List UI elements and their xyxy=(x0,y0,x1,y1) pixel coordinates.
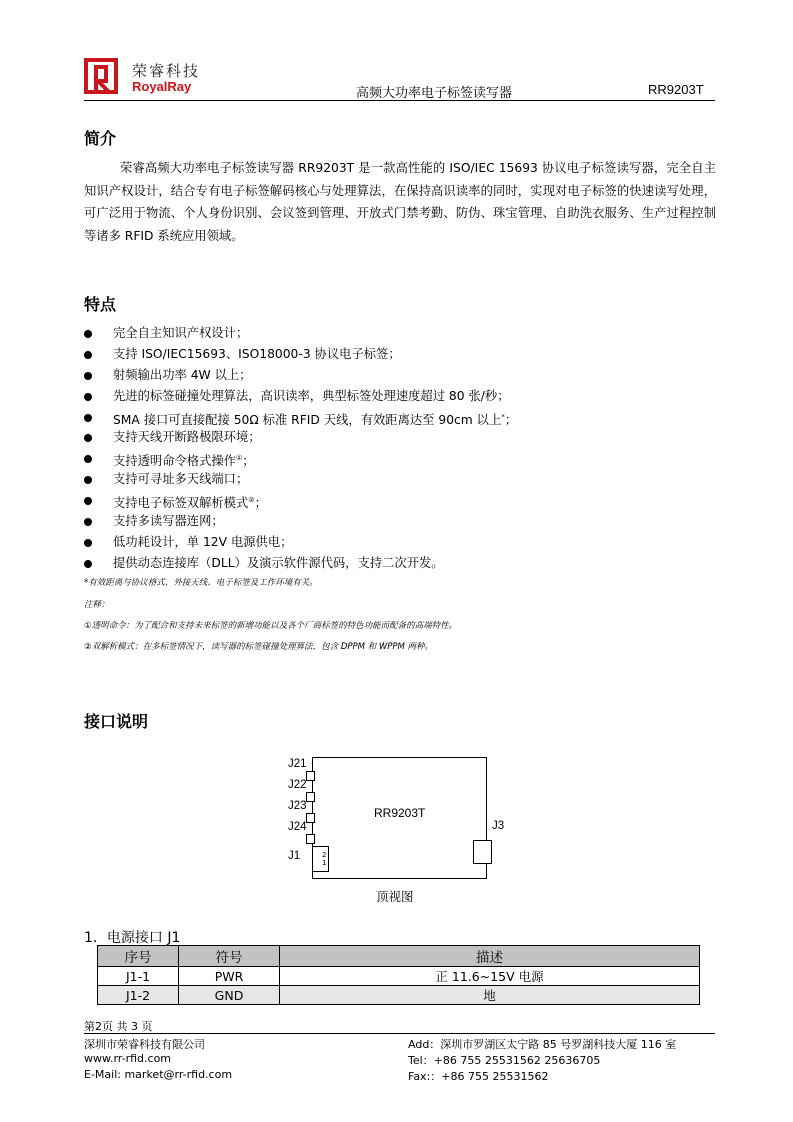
list-item: 支持电子标签双解析模式②； xyxy=(84,490,724,511)
table-header-cell: 符号 xyxy=(179,946,280,967)
bullet-icon xyxy=(84,560,92,568)
note-label: 注释： xyxy=(84,600,110,610)
bullet-icon xyxy=(84,497,92,505)
board-label: RR9203T xyxy=(374,806,426,820)
footer-divider xyxy=(84,1033,715,1034)
header-divider xyxy=(84,100,715,101)
table-header-cell: 描述 xyxy=(280,946,700,967)
table-cell: J1-1 xyxy=(98,967,179,986)
list-item: 先进的标签碰撞处理算法，高识读率，典型标签处理速度超过 80 张/秒； xyxy=(84,386,724,407)
j3-label: J3 xyxy=(492,820,505,832)
j24-label: J24 xyxy=(288,821,307,833)
table-row xyxy=(98,986,700,1005)
bullet-icon xyxy=(84,476,92,484)
bullet-icon xyxy=(84,414,92,422)
table-cell: PWR xyxy=(179,967,280,986)
j24-connector xyxy=(306,834,315,844)
note-2: ②双解析模式：在多标签情况下，读写器的标签碰撞处理算法，包含 DPPM 和 WPPM 两种。 xyxy=(84,642,434,652)
model-number: RR9203T xyxy=(648,82,704,97)
footer-website[interactable]: www.rr-rfid.com xyxy=(84,1052,172,1065)
footer-address: Add：深圳市罗湖区太宁路 85 号罗湖科技大厦 116 室 xyxy=(408,1038,677,1051)
power-interface-table xyxy=(97,945,700,1005)
diagram-caption: 顶视图 xyxy=(376,889,414,904)
bullet-icon xyxy=(84,455,92,463)
table-header-row xyxy=(98,946,700,967)
j1-pin-1: 1 xyxy=(322,859,327,867)
j21-connector xyxy=(306,771,315,781)
bullet-icon xyxy=(84,539,92,547)
features-heading: 特点 xyxy=(84,295,117,314)
footer-email[interactable]: E-Mail: market@rr-rfid.com xyxy=(84,1068,233,1081)
j21-label: J21 xyxy=(288,758,307,770)
list-item: 支持透明命令格式操作①； xyxy=(84,448,724,469)
bullet-icon xyxy=(84,518,92,526)
intro-paragraph: 荣睿高频大功率电子标签读写器 RR9203T 是一款高性能的 ISO/IEC 15693 协议电子标签读写器，完全自主知识产权设计，结合专有电子标签解码核心与处理算法，在保持高识读率的同时，实现对电子标签的快速读写处理，可广泛用于物流、个人身份识别、会议签到管理、开放式门禁考勤、防伪、珠宝管理、自助洗衣服务、生产过程控制等诸多 RFID 系统应用领域。 xyxy=(84,161,716,243)
company-name-en: RoyalRay xyxy=(132,79,192,94)
table-cell: J1-2 xyxy=(98,986,179,1005)
footer-fax: Fax:：+86 755 25531562 xyxy=(408,1070,549,1083)
bullet-icon xyxy=(84,434,92,442)
j1-connector xyxy=(312,846,329,872)
list-item: 支持多读写器连网； xyxy=(84,511,724,532)
intro-heading: 简介 xyxy=(84,129,117,148)
footnote-star: *有效距离与协议格式、外接天线、电子标签及工作环境有关。 xyxy=(84,578,318,588)
document-title: 高频大功率电子标签读写器 xyxy=(356,86,513,101)
bullet-icon xyxy=(84,351,92,359)
interface-heading: 接口说明 xyxy=(84,712,149,731)
list-item: 完全自主知识产权设计； xyxy=(84,323,724,344)
power-table-title: 1．电源接口 J1 xyxy=(84,930,181,946)
j23-label: J23 xyxy=(288,800,307,812)
table-header-cell: 序号 xyxy=(98,946,179,967)
j22-connector xyxy=(306,792,315,802)
page-number: 第2页 共 3 页 xyxy=(84,1020,153,1033)
list-item: SMA 接口可直接配接 50Ω 标准 RFID 天线，有效距离达至 90cm 以上*； xyxy=(84,407,724,428)
table-row xyxy=(98,967,700,986)
bullet-icon xyxy=(84,330,92,338)
table-cell: 地 xyxy=(280,986,700,1005)
j1-label: J1 xyxy=(288,850,301,862)
j22-label: J22 xyxy=(288,779,307,791)
list-item: 支持 ISO/IEC15693、ISO18000-3 协议电子标签； xyxy=(84,344,724,365)
list-item: 低功耗设计，单 12V 电源供电； xyxy=(84,532,724,553)
royalray-logo-icon xyxy=(84,57,122,95)
list-item: 支持可寻址多天线端口； xyxy=(84,469,724,490)
list-item: 射频输出功率 4W 以上； xyxy=(84,365,724,386)
company-name-cn: 荣睿科技 xyxy=(132,62,201,80)
footer-company: 深圳市荣睿科技有限公司 xyxy=(84,1038,205,1051)
bullet-icon xyxy=(84,372,92,380)
list-item: 提供动态连接库（DLL）及演示软件源代码，支持二次开发。 xyxy=(84,553,724,574)
bullet-icon xyxy=(84,393,92,401)
note-1: ①透明命令：为了配合和支持未来标签的新增功能以及各个厂商标签的特色功能而配备的高端特性。 xyxy=(84,621,458,631)
j23-connector xyxy=(306,813,315,823)
footer-tel: Tel：+86 755 25531562 25636705 xyxy=(408,1054,601,1067)
feature-list xyxy=(84,323,724,574)
j1-pin-2: 2 xyxy=(322,851,327,859)
j3-connector xyxy=(473,840,492,864)
list-item: 支持天线开断路极限环境； xyxy=(84,427,724,448)
table-cell: GND xyxy=(179,986,280,1005)
table-cell: 正 11.6~15V 电源 xyxy=(280,967,700,986)
